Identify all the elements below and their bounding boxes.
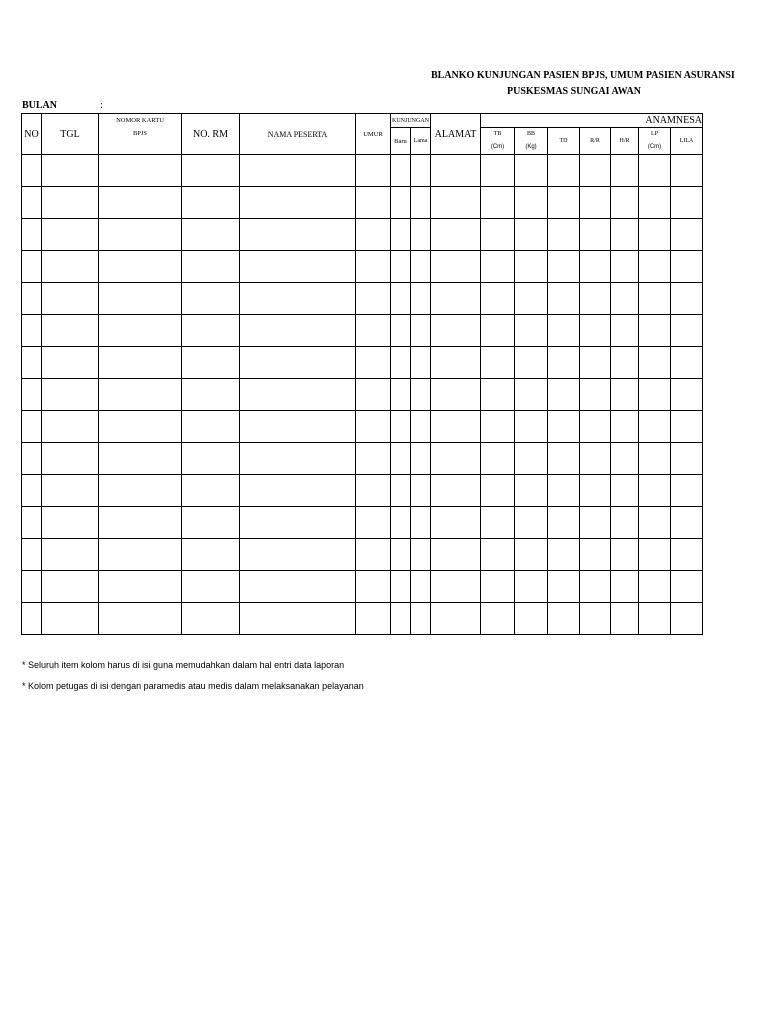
table-cell[interactable] <box>580 379 611 411</box>
header-td: TD <box>548 128 580 155</box>
table-cell[interactable] <box>515 539 548 571</box>
table-cell[interactable] <box>411 251 431 283</box>
table-cell[interactable] <box>240 251 356 283</box>
table-cell[interactable] <box>411 507 431 539</box>
table-cell[interactable] <box>411 539 431 571</box>
table-cell[interactable] <box>481 187 515 219</box>
table-row <box>22 283 703 315</box>
table-cell[interactable] <box>548 251 580 283</box>
table-cell[interactable] <box>22 411 42 443</box>
table-cell[interactable] <box>431 187 481 219</box>
table-cell[interactable] <box>356 379 391 411</box>
table-cell[interactable] <box>580 347 611 379</box>
table-cell[interactable] <box>671 507 703 539</box>
table-cell[interactable] <box>515 155 548 187</box>
table-cell[interactable] <box>42 347 99 379</box>
table-cell[interactable] <box>611 155 639 187</box>
table-cell[interactable] <box>671 379 703 411</box>
table-cell[interactable] <box>431 443 481 475</box>
table-cell[interactable] <box>99 507 182 539</box>
table-cell[interactable] <box>580 603 611 635</box>
table-cell[interactable] <box>639 155 671 187</box>
table-cell[interactable] <box>481 155 515 187</box>
table-cell[interactable] <box>391 475 411 507</box>
table-row <box>22 539 703 571</box>
table-cell[interactable] <box>99 251 182 283</box>
table-cell[interactable] <box>431 283 481 315</box>
table-cell[interactable] <box>356 155 391 187</box>
table-cell[interactable] <box>182 315 240 347</box>
table-cell[interactable] <box>481 475 515 507</box>
table-cell[interactable] <box>42 411 99 443</box>
table-cell[interactable] <box>580 283 611 315</box>
table-cell[interactable] <box>411 443 431 475</box>
table-cell[interactable] <box>182 475 240 507</box>
table-cell[interactable] <box>99 347 182 379</box>
table-cell[interactable] <box>182 283 240 315</box>
table-cell[interactable] <box>611 475 639 507</box>
table-cell[interactable] <box>515 219 548 251</box>
table-cell[interactable] <box>391 379 411 411</box>
table-row <box>22 571 703 603</box>
table-cell[interactable] <box>639 219 671 251</box>
table-cell[interactable] <box>240 411 356 443</box>
table-cell[interactable] <box>481 507 515 539</box>
table-cell[interactable] <box>240 475 356 507</box>
table-cell[interactable] <box>411 315 431 347</box>
table-cell[interactable] <box>481 315 515 347</box>
table-cell[interactable] <box>42 283 99 315</box>
table-cell[interactable] <box>611 315 639 347</box>
table-row <box>22 347 703 379</box>
table-cell[interactable] <box>22 571 42 603</box>
bulan-label: BULAN <box>22 100 58 111</box>
table-cell[interactable] <box>611 411 639 443</box>
header-nomor-kartu-line1: NOMOR KARTU <box>116 117 164 124</box>
header-nomor-kartu-line2: BPJS <box>132 130 148 137</box>
table-cell[interactable] <box>580 251 611 283</box>
bulan-colon: : <box>100 100 103 111</box>
table-cell[interactable] <box>431 315 481 347</box>
table-cell[interactable] <box>356 507 391 539</box>
table-cell[interactable] <box>391 315 411 347</box>
table-cell[interactable] <box>99 155 182 187</box>
table-cell[interactable] <box>515 283 548 315</box>
table-cell[interactable] <box>99 475 182 507</box>
header-nama-peserta: NAMA PESERTA <box>240 114 356 155</box>
note-item: * Kolom petugas di isi dengan paramedis atau medis dalam melaksanakan pelayanan <box>22 681 364 691</box>
table-row <box>22 315 703 347</box>
table-cell[interactable] <box>515 379 548 411</box>
table-cell[interactable] <box>580 187 611 219</box>
table-cell[interactable] <box>182 155 240 187</box>
table-cell[interactable] <box>611 283 639 315</box>
table-cell[interactable] <box>99 219 182 251</box>
table-body <box>22 155 703 635</box>
table-cell[interactable] <box>240 603 356 635</box>
table-cell[interactable] <box>411 155 431 187</box>
table-row <box>22 379 703 411</box>
table-cell[interactable] <box>481 251 515 283</box>
table-cell[interactable] <box>22 603 42 635</box>
table-cell[interactable] <box>548 475 580 507</box>
table-cell[interactable] <box>431 603 481 635</box>
table-cell[interactable] <box>639 571 671 603</box>
table-cell[interactable] <box>431 539 481 571</box>
table-cell[interactable] <box>431 347 481 379</box>
table-cell[interactable] <box>611 571 639 603</box>
table-cell[interactable] <box>391 603 411 635</box>
table-cell[interactable] <box>356 251 391 283</box>
table-cell[interactable] <box>639 251 671 283</box>
table-cell[interactable] <box>671 283 703 315</box>
table-cell[interactable] <box>356 443 391 475</box>
table-cell[interactable] <box>639 443 671 475</box>
table-cell[interactable] <box>515 187 548 219</box>
table-cell[interactable] <box>431 155 481 187</box>
table-cell[interactable] <box>22 347 42 379</box>
table-cell[interactable] <box>611 219 639 251</box>
table-cell[interactable] <box>391 411 411 443</box>
header-hr: H/R <box>611 128 639 155</box>
table-cell[interactable] <box>22 539 42 571</box>
table-cell[interactable] <box>411 219 431 251</box>
table-cell[interactable] <box>548 379 580 411</box>
table-cell[interactable] <box>356 475 391 507</box>
notes-section <box>22 660 364 702</box>
table-cell[interactable] <box>391 507 411 539</box>
form-subtitle: PUSKESMAS SUNGAI AWAN <box>507 86 641 97</box>
table-cell[interactable] <box>611 379 639 411</box>
table-cell[interactable] <box>580 315 611 347</box>
table-cell[interactable] <box>481 571 515 603</box>
table-cell[interactable] <box>240 155 356 187</box>
table-cell[interactable] <box>639 315 671 347</box>
table-cell[interactable] <box>639 379 671 411</box>
table-cell[interactable] <box>611 507 639 539</box>
table-cell[interactable] <box>639 411 671 443</box>
header-lila: LILA <box>671 128 703 155</box>
table-cell[interactable] <box>240 347 356 379</box>
table-cell[interactable] <box>481 379 515 411</box>
table-cell[interactable] <box>481 219 515 251</box>
table-cell[interactable] <box>42 315 99 347</box>
table-cell[interactable] <box>481 347 515 379</box>
table-cell[interactable] <box>431 251 481 283</box>
table-cell[interactable] <box>548 219 580 251</box>
table-cell[interactable] <box>515 315 548 347</box>
table-cell[interactable] <box>42 475 99 507</box>
table-cell[interactable] <box>671 475 703 507</box>
table-cell[interactable] <box>639 187 671 219</box>
header-kunjungan: KUNJUNGAN <box>391 114 431 128</box>
table-cell[interactable] <box>22 187 42 219</box>
table-cell[interactable] <box>548 603 580 635</box>
table-cell[interactable] <box>391 443 411 475</box>
table-cell[interactable] <box>671 187 703 219</box>
table-cell[interactable] <box>182 251 240 283</box>
header-rr: R/R <box>580 128 611 155</box>
table-cell[interactable] <box>356 411 391 443</box>
table-cell[interactable] <box>431 411 481 443</box>
table-cell[interactable] <box>356 347 391 379</box>
table-cell[interactable] <box>182 411 240 443</box>
table-cell[interactable] <box>580 539 611 571</box>
table-cell[interactable] <box>548 283 580 315</box>
table-cell[interactable] <box>639 283 671 315</box>
table-cell[interactable] <box>671 315 703 347</box>
header-no-rm: NO. RM <box>182 114 240 155</box>
table-cell[interactable] <box>548 187 580 219</box>
table-row <box>22 443 703 475</box>
table-cell[interactable] <box>240 443 356 475</box>
table-cell[interactable] <box>391 347 411 379</box>
table-cell[interactable] <box>42 507 99 539</box>
table-cell[interactable] <box>671 603 703 635</box>
table-cell[interactable] <box>240 219 356 251</box>
table-cell[interactable] <box>611 347 639 379</box>
table-cell[interactable] <box>22 283 42 315</box>
table-cell[interactable] <box>515 507 548 539</box>
table-cell[interactable] <box>99 539 182 571</box>
table-cell[interactable] <box>548 155 580 187</box>
table-cell[interactable] <box>22 315 42 347</box>
header-tb-unit: (Cm) <box>490 144 505 150</box>
table-cell[interactable] <box>391 571 411 603</box>
table-cell[interactable] <box>391 187 411 219</box>
table-cell[interactable] <box>671 411 703 443</box>
table-cell[interactable] <box>431 475 481 507</box>
table-cell[interactable] <box>431 379 481 411</box>
table-cell[interactable] <box>431 507 481 539</box>
header-lp-unit: (Cm) <box>647 144 662 150</box>
table-cell[interactable] <box>356 539 391 571</box>
table-cell[interactable] <box>182 603 240 635</box>
table-cell[interactable] <box>22 219 42 251</box>
table-cell[interactable] <box>42 539 99 571</box>
table-cell[interactable] <box>548 443 580 475</box>
table-cell[interactable] <box>580 219 611 251</box>
table-cell[interactable] <box>356 603 391 635</box>
table-cell[interactable] <box>580 507 611 539</box>
table-cell[interactable] <box>481 411 515 443</box>
table-cell[interactable] <box>671 443 703 475</box>
header-no: NO <box>22 114 42 155</box>
table-cell[interactable] <box>99 379 182 411</box>
header-tgl: TGL <box>42 114 99 155</box>
table-cell[interactable] <box>356 315 391 347</box>
table-cell[interactable] <box>639 507 671 539</box>
table-cell[interactable] <box>411 283 431 315</box>
table-cell[interactable] <box>580 155 611 187</box>
table-cell[interactable] <box>580 571 611 603</box>
table-cell[interactable] <box>611 539 639 571</box>
table-cell[interactable] <box>671 539 703 571</box>
table-cell[interactable] <box>548 315 580 347</box>
table-cell[interactable] <box>515 443 548 475</box>
table-cell[interactable] <box>639 539 671 571</box>
header-tb <box>481 128 515 155</box>
header-lp <box>639 128 671 155</box>
table-cell[interactable] <box>240 187 356 219</box>
table-cell[interactable] <box>99 411 182 443</box>
table-cell[interactable] <box>356 219 391 251</box>
table-cell[interactable] <box>580 443 611 475</box>
table-row <box>22 155 703 187</box>
table-cell[interactable] <box>548 347 580 379</box>
header-bb <box>515 128 548 155</box>
table-cell[interactable] <box>481 443 515 475</box>
table-row <box>22 507 703 539</box>
table-cell[interactable] <box>611 251 639 283</box>
table-cell[interactable] <box>99 315 182 347</box>
table-cell[interactable] <box>611 187 639 219</box>
table-cell[interactable] <box>411 475 431 507</box>
table-cell[interactable] <box>391 155 411 187</box>
table-cell[interactable] <box>639 347 671 379</box>
table-cell[interactable] <box>356 187 391 219</box>
table-cell[interactable] <box>391 251 411 283</box>
table-cell[interactable] <box>240 379 356 411</box>
table-row <box>22 251 703 283</box>
table-cell[interactable] <box>182 539 240 571</box>
table-cell[interactable] <box>391 539 411 571</box>
table-cell[interactable] <box>515 251 548 283</box>
table-cell[interactable] <box>671 219 703 251</box>
table-cell[interactable] <box>671 347 703 379</box>
table-cell[interactable] <box>481 283 515 315</box>
header-bb-label: BB <box>526 131 535 137</box>
table-cell[interactable] <box>42 443 99 475</box>
header-nomor-kartu <box>99 114 182 155</box>
table-cell[interactable] <box>182 571 240 603</box>
table-cell[interactable] <box>356 283 391 315</box>
table-cell[interactable] <box>391 283 411 315</box>
header-anamnesa: ANAMNESA <box>481 114 703 128</box>
table-cell[interactable] <box>240 539 356 571</box>
table-cell[interactable] <box>515 475 548 507</box>
table-cell[interactable] <box>99 443 182 475</box>
header-alamat: ALAMAT <box>431 114 481 155</box>
table-row <box>22 187 703 219</box>
table-cell[interactable] <box>431 571 481 603</box>
table-cell[interactable] <box>639 603 671 635</box>
table-cell[interactable] <box>22 507 42 539</box>
header-baru: Baru <box>391 128 411 155</box>
table-cell[interactable] <box>671 155 703 187</box>
header-tb-label: TB <box>493 131 502 137</box>
table-cell[interactable] <box>99 283 182 315</box>
visit-form-table <box>21 113 702 634</box>
table-cell[interactable] <box>42 187 99 219</box>
table-cell[interactable] <box>356 571 391 603</box>
table-cell[interactable] <box>42 603 99 635</box>
table-cell[interactable] <box>515 603 548 635</box>
table-cell[interactable] <box>42 219 99 251</box>
form-title: BLANKO KUNJUNGAN PASIEN BPJS, UMUM PASIEN ASURANSI <box>431 70 735 81</box>
table-cell[interactable] <box>580 475 611 507</box>
table-cell[interactable] <box>42 571 99 603</box>
table-cell[interactable] <box>431 219 481 251</box>
table-row <box>22 603 703 635</box>
table-cell[interactable] <box>42 251 99 283</box>
table-cell[interactable] <box>182 347 240 379</box>
table-cell[interactable] <box>99 603 182 635</box>
table-cell[interactable] <box>411 411 431 443</box>
table-cell[interactable] <box>639 475 671 507</box>
table-cell[interactable] <box>611 603 639 635</box>
table-cell[interactable] <box>240 315 356 347</box>
table-cell[interactable] <box>548 571 580 603</box>
table-cell[interactable] <box>182 507 240 539</box>
table-cell[interactable] <box>240 571 356 603</box>
table-cell[interactable] <box>481 539 515 571</box>
header-lp-label: LP <box>650 131 658 137</box>
table-cell[interactable] <box>182 219 240 251</box>
table-cell[interactable] <box>548 411 580 443</box>
table-cell[interactable] <box>182 187 240 219</box>
table-cell[interactable] <box>22 475 42 507</box>
table-cell[interactable] <box>671 571 703 603</box>
table-cell[interactable] <box>42 155 99 187</box>
table-row <box>22 475 703 507</box>
table-cell[interactable] <box>671 251 703 283</box>
table-cell[interactable] <box>22 379 42 411</box>
table-row <box>22 219 703 251</box>
table-cell[interactable] <box>99 187 182 219</box>
table-row <box>22 411 703 443</box>
table-cell[interactable] <box>580 411 611 443</box>
table-cell[interactable] <box>240 507 356 539</box>
table-cell[interactable] <box>182 379 240 411</box>
note-item: * Seluruh item kolom harus di isi guna memudahkan dalam hal entri data laporan <box>22 660 345 670</box>
table-cell[interactable] <box>548 539 580 571</box>
table-cell[interactable] <box>22 251 42 283</box>
table-cell[interactable] <box>22 443 42 475</box>
table-cell[interactable] <box>411 347 431 379</box>
table-cell[interactable] <box>411 187 431 219</box>
table-cell[interactable] <box>515 571 548 603</box>
table-cell[interactable] <box>515 347 548 379</box>
header-bb-unit: (Kg) <box>525 144 537 150</box>
table-cell[interactable] <box>391 219 411 251</box>
header-umur: UMUR <box>356 114 391 155</box>
table-cell[interactable] <box>515 411 548 443</box>
table-cell[interactable] <box>42 379 99 411</box>
table-cell[interactable] <box>240 283 356 315</box>
table-cell[interactable] <box>182 443 240 475</box>
table-cell[interactable] <box>411 603 431 635</box>
table-cell[interactable] <box>22 155 42 187</box>
table-cell[interactable] <box>99 571 182 603</box>
table-cell[interactable] <box>411 379 431 411</box>
table-cell[interactable] <box>548 507 580 539</box>
header-lama: Lama <box>411 128 431 155</box>
table-cell[interactable] <box>611 443 639 475</box>
table-cell[interactable] <box>481 603 515 635</box>
table-cell[interactable] <box>411 571 431 603</box>
